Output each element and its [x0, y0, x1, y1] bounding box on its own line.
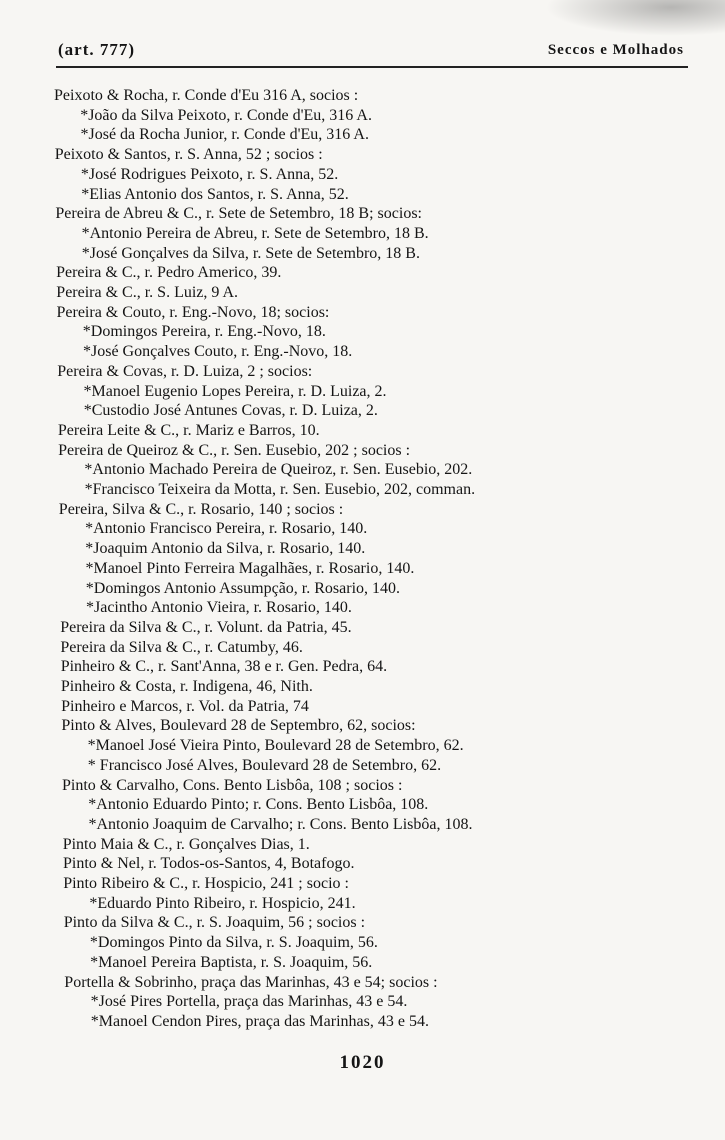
partner-entry: *José Pires Portella, praça das Marinhas, 43 e 54. — [90, 993, 408, 1011]
partner-entry: *Custodio José Antunes Covas, r. D. Luiza, 2. — [83, 402, 378, 420]
partner-entry: *Francisco Teixeira da Motta, r. Sen. Eusebio, 202, comman. — [84, 481, 476, 498]
firm-entry: Pereira de Queiroz & C., r. Sen. Eusebio, 202 ; socios : — [58, 441, 411, 459]
partner-entry: *Manoel Cendon Pires, praça das Marinhas, 43 e 54. — [90, 1012, 429, 1030]
partner-entry: *Antonio Machado Pereira de Queiroz, r. Sen. Eusebio, 202. — [84, 461, 473, 479]
firm-entry: Pereira & C., r. Pedro Americo, 39. — [56, 264, 282, 282]
partner-entry: *Domingos Pinto da Silva, r. S. Joaquim, 56. — [89, 934, 378, 952]
partner-entry: *Manoel Pinto Ferreira Magalhães, r. Rosario, 140. — [85, 559, 415, 577]
firm-entry: Pinto da Silva & C., r. S. Joaquim, 56 ; socios : — [63, 914, 366, 932]
firm-entry: Pereira da Silva & C., r. Volunt. da Patria, 45. — [60, 618, 352, 636]
partner-entry: *Domingos Pereira, r. Eng.-Novo, 18. — [82, 323, 326, 341]
firm-entry: Pinto Ribeiro & C., r. Hospicio, 241 ; socio : — [63, 875, 349, 892]
firm-entry: Pereira da Silva & C., r. Catumby, 46. — [60, 638, 303, 656]
partner-entry: *Eduardo Pinto Ribeiro, r. Hospicio, 241. — [89, 894, 356, 912]
partner-entry: *Antonio Francisco Pereira, r. Rosario, 140. — [85, 520, 368, 538]
firm-entry: Pinto & Alves, Boulevard 28 de Septembro, 62, socios: — [61, 717, 416, 735]
partner-entry: *Joaquim Antonio da Silva, r. Rosario, 140. — [85, 540, 366, 558]
partner-entry: *Antonio Pereira de Abreu, r. Sete de Setembro, 18 B. — [81, 224, 429, 242]
firm-entry: Peixoto & Santos, r. S. Anna, 52 ; socios : — [54, 146, 323, 164]
page-stain — [545, 0, 725, 36]
partner-entry: *José Gonçalves Couto, r. Eng.-Novo, 18. — [83, 343, 353, 361]
firm-entry: Pinto & Nel, r. Todos-os-Santos, 4, Botafogo. — [63, 855, 355, 873]
firm-entry: Pereira, Silva & C., r. Rosario, 140 ; socios : — [58, 500, 344, 518]
firm-entry: Pereira Leite & C., r. Mariz e Barros, 10. — [57, 421, 320, 439]
page-header — [58, 40, 690, 62]
partner-entry: *Manoel Pereira Baptista, r. S. Joaquim, 56. — [90, 953, 373, 971]
partner-entry: *Antonio Joaquim de Carvalho; r. Cons. Bento Lisbôa, 108. — [88, 815, 473, 833]
firm-entry: Pereira & C., r. S. Luiz, 9 A. — [56, 284, 239, 301]
section-title: Seccos e Molhados — [547, 42, 684, 58]
firm-entry: Pinto Maia & C., r. Gonçalves Dias, 1. — [62, 835, 310, 853]
partner-entry: *Manoel José Vieira Pinto, Boulevard 28 de Setembro, 62. — [87, 737, 464, 755]
partner-entry: *João da Silva Peixoto, r. Conde d'Eu, 316 A. — [80, 106, 372, 124]
firm-entry: Peixoto & Rocha, r. Conde d'Eu 316 A, socios : — [54, 87, 359, 104]
firm-entry: Pinheiro & Costa, r. Indigena, 46, Nith. — [60, 678, 313, 695]
firm-entry: Pereira & Couto, r. Eng.-Novo, 18; socios: — [56, 303, 330, 321]
partner-entry: *Elias Antonio dos Santos, r. S. Anna, 52. — [81, 185, 349, 203]
firm-entry: Pereira de Abreu & C., r. Sete de Setembro, 18 B; socios: — [55, 205, 422, 223]
partner-entry: *Antonio Eduardo Pinto; r. Cons. Bento Lisbôa, 108. — [88, 796, 429, 814]
partner-entry: *José da Rocha Junior, r. Conde d'Eu, 316 A. — [80, 126, 369, 144]
firm-entry: Pinheiro & C., r. Sant'Anna, 38 e r. Gen. Pedra, 64. — [60, 658, 388, 676]
header-rule — [56, 66, 688, 68]
partner-entry: * Francisco José Alves, Boulevard 28 de Setembro, 62. — [87, 756, 442, 774]
partner-entry: *José Rodrigues Peixoto, r. S. Anna, 52. — [80, 165, 339, 183]
partner-entry: *Manoel Eugenio Lopes Pereira, r. D. Luiza, 2. — [83, 382, 387, 400]
article-reference: (art. 777) — [58, 40, 136, 59]
partner-entry: *Domingos Antonio Assumpção, r. Rosario, 140. — [85, 579, 401, 597]
firm-entry: Pereira & Covas, r. D. Luiza, 2 ; socios: — [57, 362, 313, 380]
firm-entry: Portella & Sobrinho, praça das Marinhas, 43 e 54; socios : — [64, 973, 438, 991]
firm-entry: Pinto & Carvalho, Cons. Bento Lisbôa, 108 ; socios : — [62, 776, 403, 794]
firm-entry: Pinheiro e Marcos, r. Vol. da Patria, 74 — [61, 697, 309, 715]
page-number: 1020 — [339, 1052, 386, 1073]
partner-entry: *José Gonçalves da Silva, r. Sete de Setembro, 18 B. — [81, 244, 420, 262]
partner-entry: *Jacintho Antonio Vieira, r. Rosario, 140. — [86, 599, 352, 617]
